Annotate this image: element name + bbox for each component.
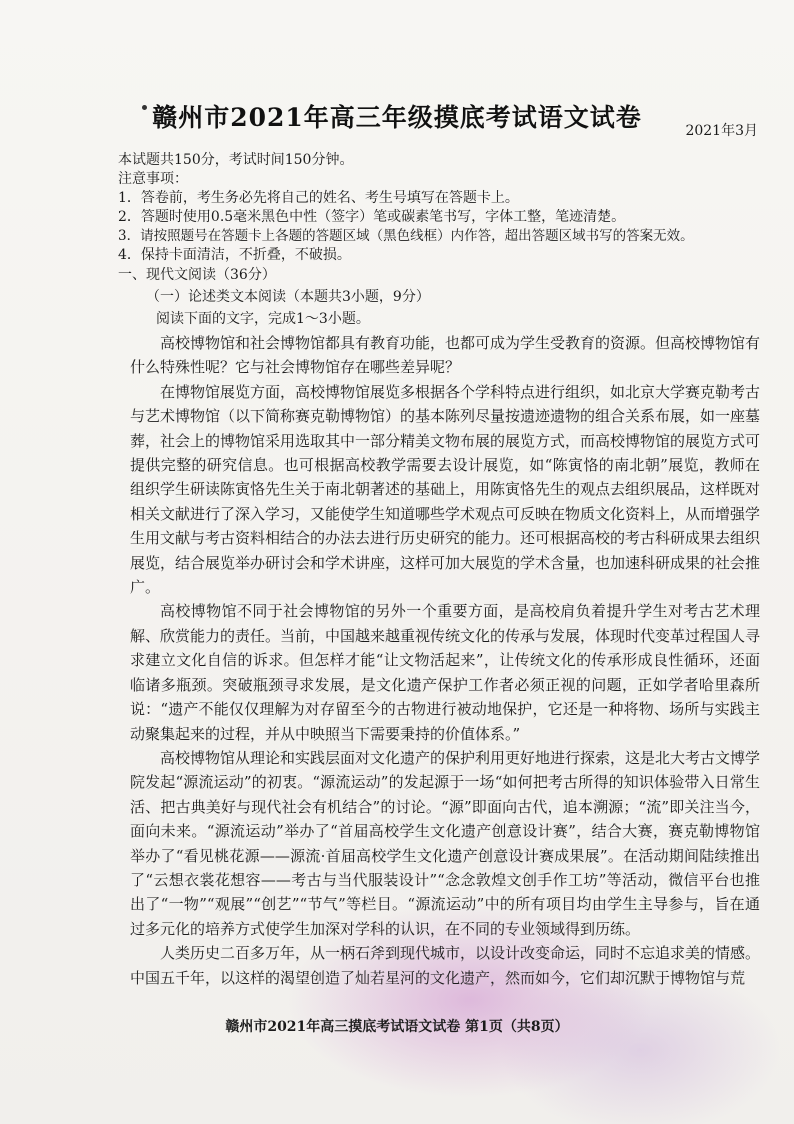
passage-paragraph: 高校博物馆从理论和实践层面对文化遗产的保护利用更好地进行探索，这是北大考古文博学院发起“源流运动”的初衷。“源流运动”的发起源于一场“如何把考古所得的知识体验带入日常生活、把古典美好与现代社会有机结合”的讨论。“源”即面向古代，追本溯源；“流”即关注当今，面向未来。“源流运动”举办了“首届高校学生文化遗产创意设计赛”，结合大赛，赛克勒博物馆举办了“看见桃花源——源流·首届高校学生文化遗产创意设计赛成果展”。在活动期间陆续推出了“云想衣裳花想容——考古与当代服装设计”“念念敦煌文创手作工坊”等活动，微信平台也推出了“一物”“观展”“创艺”“节气”等栏目。“源流运动”中的所有项目均由学生主导参与，旨在通过多元化的培养方式使学生加深对学科的认识，在不同的专业领域得到历练。 — [130, 748, 761, 938]
passage-paragraph: 高校博物馆和社会博物馆都具有教育功能，也都可成为学生受教育的资源。但高校博物馆有什么特殊性呢？它与社会博物馆存在哪些差异呢？ — [130, 334, 761, 377]
reading-passage — [130, 331, 760, 990]
note-item: 4．保持卡面清洁，不折叠，不破损。 — [118, 247, 351, 263]
page-footer: 赣州市2021年高三摸底考试语文试卷 第1页（共8页） — [225, 1019, 569, 1035]
passage-paragraph: 高校博物馆不同于社会博物馆的另外一个重要方面，是高校肩负着提升学生对考古艺术理解、欣赏能力的责任。当前，中国越来越重视传统文化的传承与发展，体现时代变革过程国人寻求建立文化自信的诉求。但怎样才能“让文物活起来”，让传统文化的传承形成良性循环，还面临诸多瓶颈。突破瓶颈寻求发展，是文化遗产保护工作者必须正视的问题，正如学者哈里森所说：“遗产不能仅仅理解为对存留至今的古物进行被动地保护，它还是一种将物、场所与实践主动聚集起来的过程，并从中映照当下需要秉持的价值体系。” — [130, 602, 761, 743]
reading-instruction: 阅读下面的文字，完成1～3小题。 — [156, 311, 370, 327]
page-title: 赣州市2021年高三年级摸底考试语文试卷 — [152, 103, 642, 132]
exam-date: 2021年3月 — [685, 123, 758, 139]
section-heading: 一、现代文阅读（36分） — [118, 267, 276, 283]
notes-heading: 注意事项： — [118, 171, 188, 187]
passage-paragraph: 人类历史二百多万年，从一柄石斧到现代城市，以设计改变命运，同时不忘追求美的情感。中国五千年，以这样的渴望创造了灿若星河的文化遗产，然而如今，它们却沉默于博物馆与荒 — [130, 944, 761, 987]
note-item: 1．答卷前，考生务必先将自己的姓名、考生号填写在答题卡上。 — [118, 190, 519, 206]
passage-paragraph: 在博物馆展览方面，高校博物馆展览多根据各个学科特点进行组织，如北京大学赛克勒考古与艺术博物馆（以下简称赛克勒博物馆）的基本陈列尽量按遗迹遗物的组合关系布展，如一座墓葬，社会上的博物馆采用选取其中一部分精美文物布展的展览方式，而高校博物馆的展览方式可提供完整的研究信息。也可根据高校教学需要去设计展览，如“陈寅恪的南北朝”展览，教师在组织学生研读陈寅恪先生关于南北朝著述的基础上，用陈寅恪先生的观点去组织展品，这样既对相关文献进行了深入学习，又能使学生知道哪些学术观点可反映在物质文化资料上，从而增强学生用文献与考古资料相结合的办法去进行历史研究的能力。还可根据高校的考古科研成果去组织展览，结合展览举办研讨会和学术讲座，这样可加大展览的学术含量，也加速科研成果的社会推广。 — [130, 382, 761, 597]
exam-intro: 本试题共150分，考试时间150分钟。 — [118, 152, 354, 168]
note-item: 3．请按照题号在答题卡上各题的答题区域（黑色线框）内作答，超出答题区域书写的答案无效。 — [118, 228, 694, 244]
note-item: 2．答题时使用0.5毫米黑色中性（签字）笔或碳素笔书写，字体工整，笔迹清楚。 — [118, 209, 626, 225]
subsection-heading: （一）论述类文本阅读（本题共3小题，9分） — [146, 289, 430, 305]
